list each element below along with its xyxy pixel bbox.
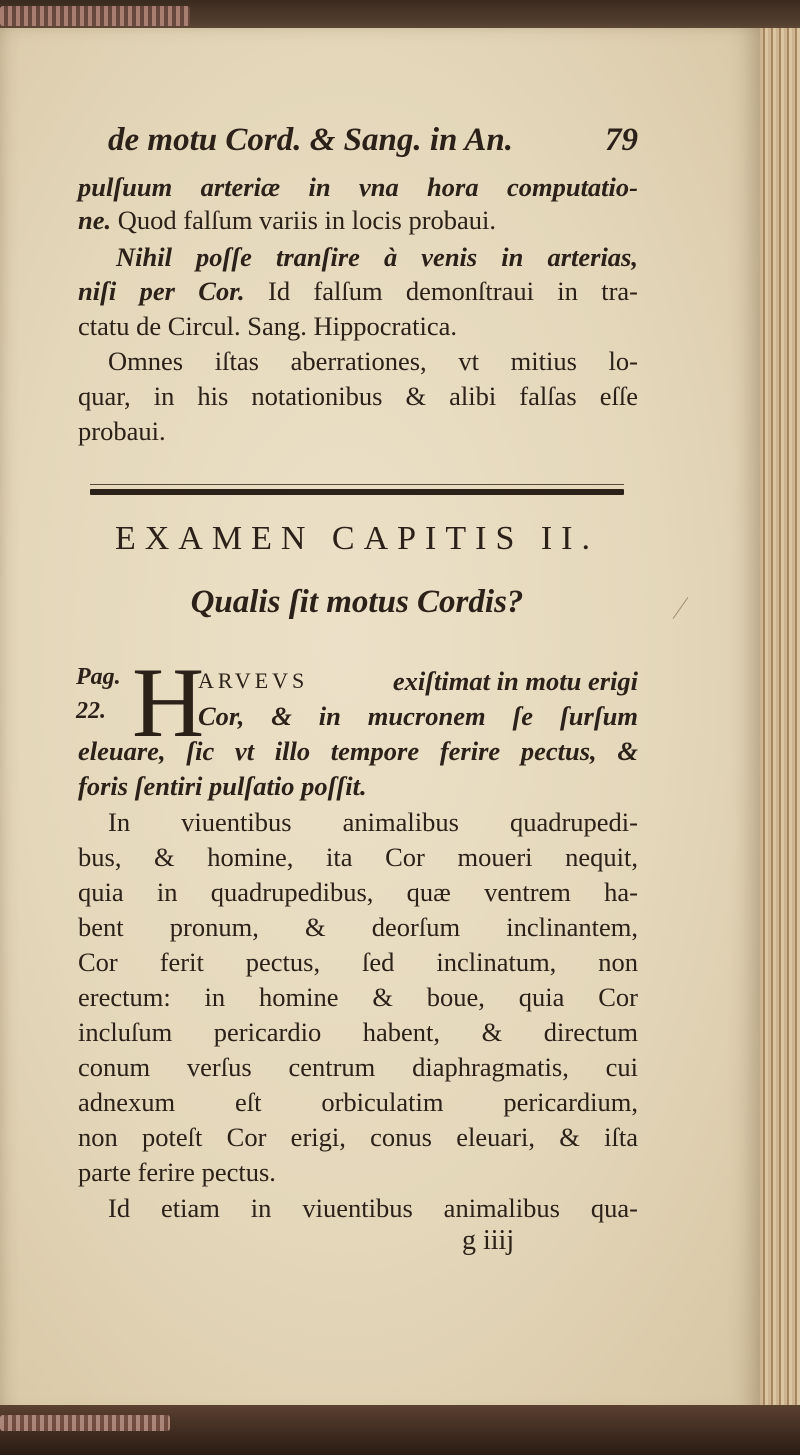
text-line: ne. Quod falſum variis in locis probaui. <box>78 205 497 235</box>
text-line: erectum: in homine & boue, quia Cor <box>78 982 638 1012</box>
text-line: parte ferire pectus. <box>78 1157 276 1187</box>
book-binding-bottom <box>0 1405 800 1455</box>
binding-stitching <box>0 1415 170 1431</box>
text-line: ARVEVS exiſtimat in motu erigi <box>198 666 638 696</box>
text-line: niſi per Cor. Id falſum demonſtraui in tra- <box>78 276 638 306</box>
text-line: quia in quadrupedibus, quæ ventrem ha- <box>78 877 638 907</box>
section-subheading: Qualis ſit motus Cordis? <box>190 584 524 620</box>
text-line: ctatu de Circul. Sang. Hippocratica. <box>78 311 457 341</box>
margin-note-number: 22. <box>76 698 106 724</box>
margin-note-page: Pag. <box>76 664 121 690</box>
text-line: bus, & homine, ita Cor moueri nequit, <box>78 842 638 872</box>
page-edges <box>760 28 800 1418</box>
text-line: probaui. <box>78 416 166 446</box>
text-line: pulſuum arteriæ in vna hora computatio- <box>78 172 638 202</box>
running-head-title: de motu Cord. & Sang. in An. <box>108 122 513 158</box>
text-line: adnexum eſt orbiculatim pericardium, <box>78 1087 638 1117</box>
text-line: eleuare, ſic vt illo tempore ferire pectus, & <box>78 736 638 766</box>
text-line: Cor, & in mucronem ſe ſurſum <box>198 701 638 731</box>
text-line: Id etiam in viuentibus animalibus qua- <box>108 1193 638 1223</box>
drop-capital: H <box>132 647 205 758</box>
text-line: Omnes iſtas aberrationes, vt mitius lo- <box>108 346 638 376</box>
binding-stitching <box>0 6 190 26</box>
section-rule <box>90 489 624 495</box>
text-line: foris ſentiri pulſatio poſſit. <box>78 771 367 801</box>
text-line: quar, in his notationibus & alibi falſas eſſe <box>78 381 638 411</box>
text-line: incluſum pericardio habent, & directum <box>78 1017 638 1047</box>
signature-mark: g iiij <box>462 1225 515 1256</box>
running-head <box>108 122 638 159</box>
section-heading: EXAMEN CAPITIS II. <box>114 520 600 557</box>
text-line: Nihil poſſe tranſire à venis in arterias, <box>116 242 638 272</box>
text-line: non poteſt Cor erigi, conus eleuari, & iſta <box>78 1122 638 1152</box>
text-line: In viuentibus animalibus quadrupedi- <box>108 807 638 837</box>
text-line: Cor ferit pectus, ſed inclinatum, non <box>78 947 638 977</box>
page-number: 79 <box>605 122 638 158</box>
text-line: conum verſus centrum diaphragmatis, cui <box>78 1052 638 1082</box>
text-line: bent pronum, & deorſum inclinantem, <box>78 912 638 942</box>
